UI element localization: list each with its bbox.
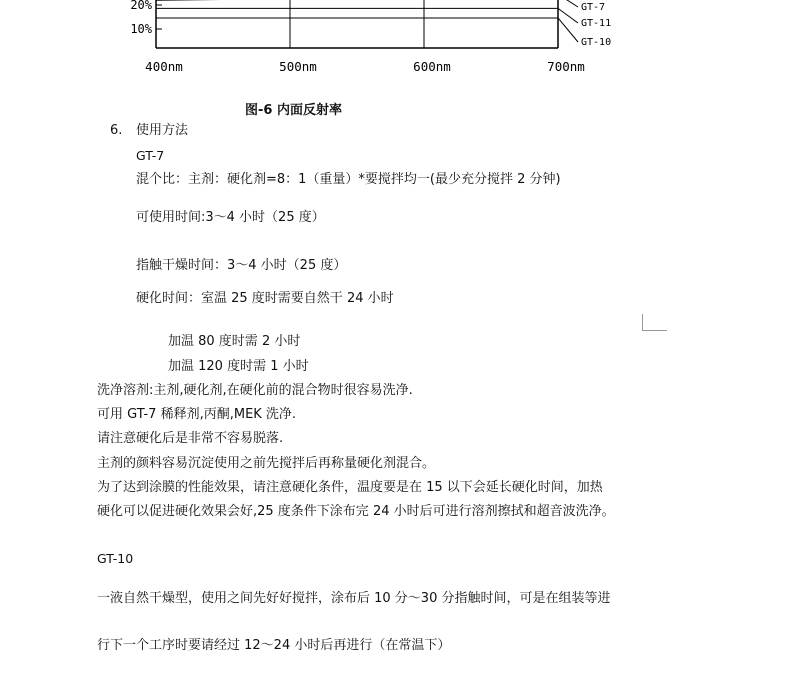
reflectance-chart <box>0 0 800 80</box>
gt10-line-2: 行下一个工序时要请经过 12～24 小时后再进行（在常温下） <box>97 638 451 653</box>
hardening-note: 请注意硬化后是非常不容易脱落. <box>97 431 284 446</box>
chart-x-tick-label: 500nm <box>279 59 317 74</box>
heat-80-time: 加温 80 度时需 2 小时 <box>168 334 301 349</box>
reflectance-chart-svg <box>0 0 800 80</box>
figure-caption: 图-6 内面反射率 <box>245 103 342 118</box>
chart-x-tick-label: 600nm <box>413 59 451 74</box>
cure-time: 硬化时间：室温 25 度时需要自然干 24 小时 <box>136 291 394 306</box>
chart-legend-leader <box>558 0 578 7</box>
chart-legend-label: GT-10 <box>581 37 612 48</box>
pot-life: 可使用时间:3～4 小时（25 度） <box>136 210 325 225</box>
gt7-label: GT-7 <box>136 148 165 163</box>
cleaning-solvent: 洗净溶剂:主剂,硬化剂,在硬化前的混合物时很容易洗净. <box>97 383 413 398</box>
gt10-line-1: 一液自然干燥型，使用之间先好好搅拌，涂布后 10 分～30 分指触时间，可是在组装等进 <box>97 591 611 606</box>
touch-dry-time: 指触干燥时间：3～4 小时（25 度） <box>136 258 347 273</box>
section-title: 使用方法 <box>136 123 189 138</box>
chart-y-tick-label: 20% <box>130 0 152 12</box>
chart-legend-label: GT-11 <box>581 18 612 29</box>
chart-legend-leader <box>558 18 578 42</box>
chart-y-tick-label: 10% <box>130 22 152 36</box>
mix-ratio: 混个比：主剂：硬化剂=8：1（重量）*要搅拌均一(最少充分搅拌 2 分钟) <box>136 172 561 187</box>
paragraph-corner-mark <box>642 314 667 331</box>
chart-legend-label: GT-7 <box>581 2 606 13</box>
chart-x-tick-label: 700nm <box>547 59 585 74</box>
chart-x-tick-label: 400nm <box>145 59 183 74</box>
section-number: 6. <box>110 123 123 138</box>
cure-condition-line-1: 为了达到涂膜的性能效果，请注意硬化条件，温度要是在 15 以下会延长硬化时间，加热 <box>97 480 603 495</box>
gt10-label: GT-10 <box>97 551 134 566</box>
pigment-note: 主剂的颜料容易沉淀使用之前先搅拌后再称量硬化剂混合。 <box>97 456 436 471</box>
heat-120-time: 加温 120 度时需 1 小时 <box>168 359 309 374</box>
cure-condition-line-2: 硬化可以促进硬化效果会好,25 度条件下涂布完 24 小时后可进行溶剂擦拭和超音波洗净。 <box>97 504 615 519</box>
thinner-note: 可用 GT-7 稀释剂,丙酮,MEK 洗净. <box>97 407 297 422</box>
